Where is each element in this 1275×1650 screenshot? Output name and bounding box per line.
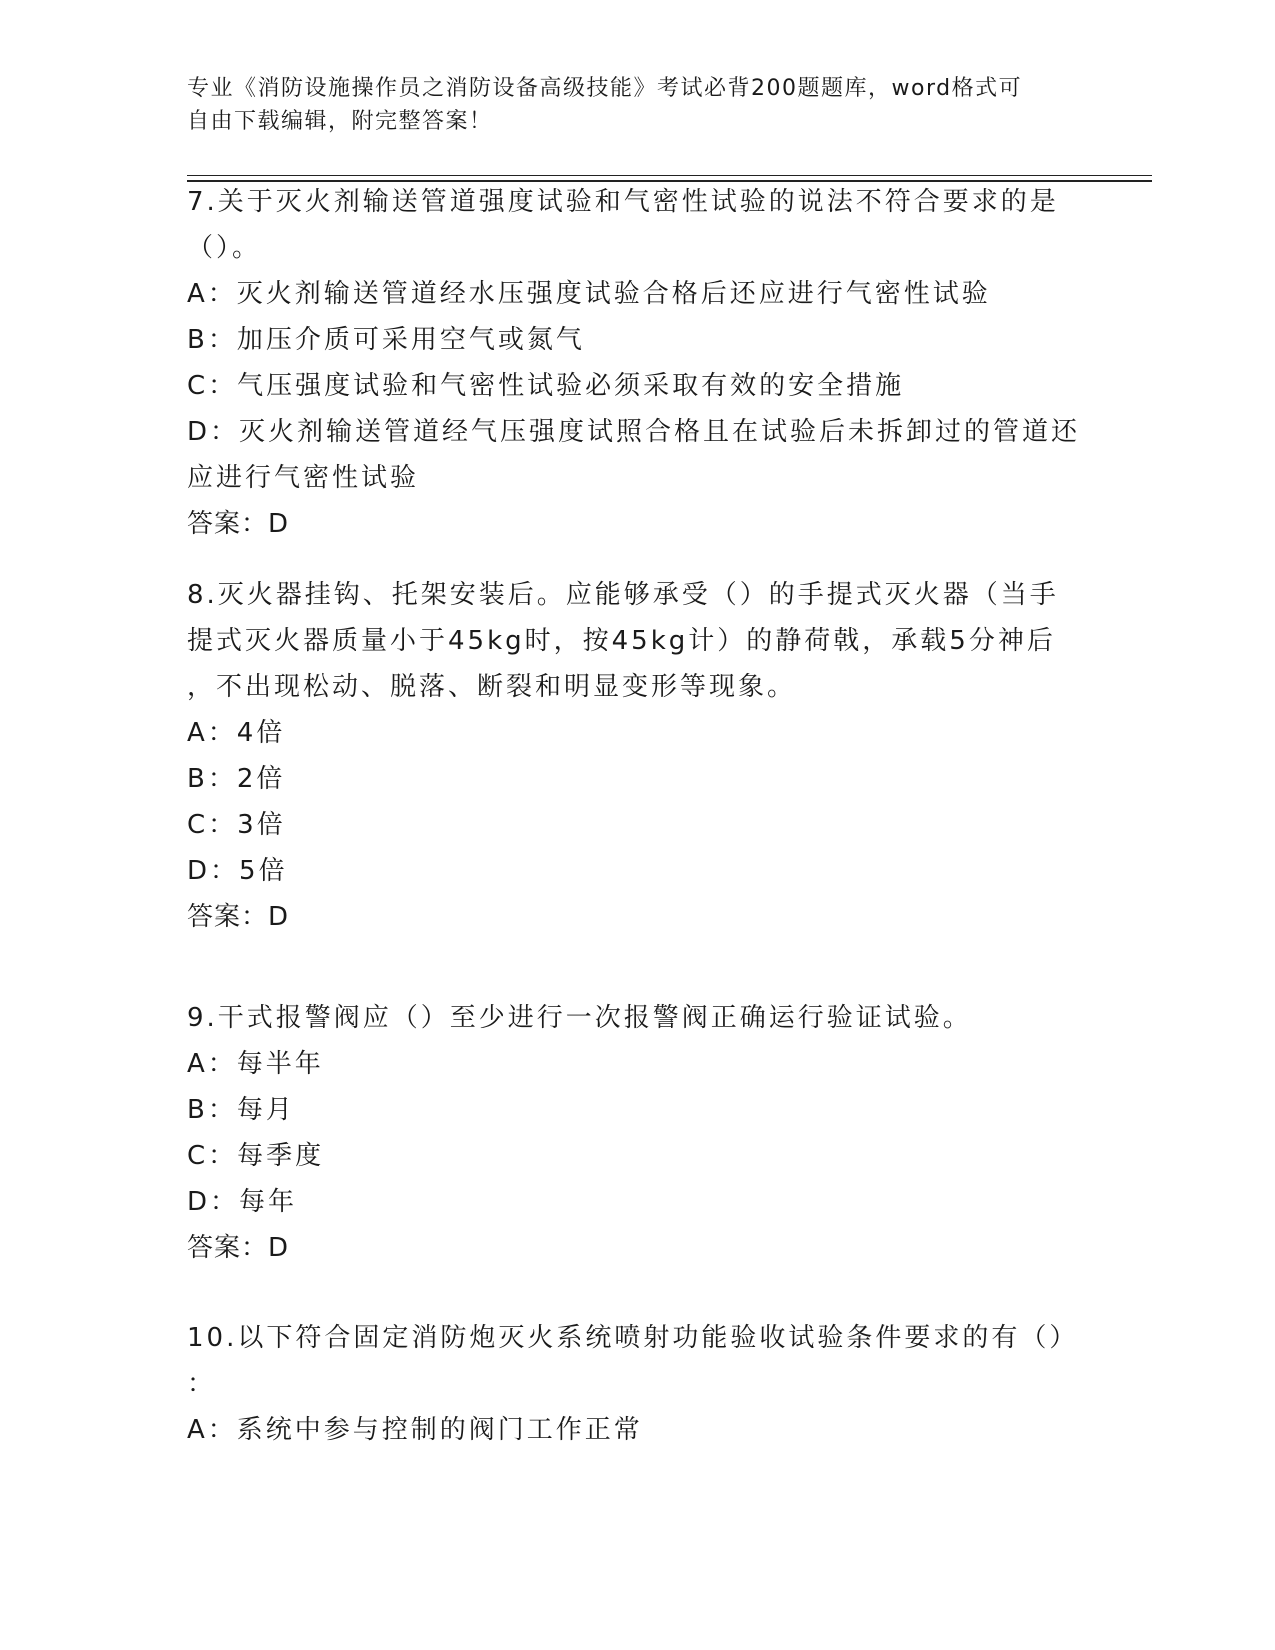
question-text-line: 提式灭火器质量小于45kg时，按45kg计）的静荷戟，承载5分神后 [187, 626, 1056, 656]
option-d: D：灭火剂输送管道经气压强度试照合格且在试验后未拆卸过的管道还 [187, 417, 1081, 447]
option-a: A：4倍 [187, 718, 286, 748]
answer: 答案：D [187, 902, 290, 932]
answer: 答案：D [187, 509, 290, 539]
header-divider-thin [187, 175, 1152, 176]
question-text-line: 9.干式报警阀应（）至少进行一次报警阀正确运行验证试验。 [187, 1003, 972, 1033]
document-header [187, 72, 1067, 138]
option-b: B：加压介质可采用空气或氮气 [187, 325, 585, 355]
option-c: C：3倍 [187, 810, 286, 840]
option-c: C：气压强度试验和气密性试验必须采取有效的安全措施 [187, 371, 905, 401]
option-b: B：每月 [187, 1095, 295, 1125]
option-d: D：5倍 [187, 856, 288, 886]
question-text-line: 10.以下符合固定消防炮灭火系统喷射功能验收试验条件要求的有（） [187, 1323, 1079, 1353]
option-a: A：灭火剂输送管道经水压强度试验合格后还应进行气密性试验 [187, 279, 991, 309]
question-text-line: ，不出现松动、脱落、断裂和明显变形等现象。 [187, 672, 797, 702]
question-text-line: ： [187, 1369, 217, 1399]
option-d-continued: 应进行气密性试验 [187, 463, 420, 493]
header-line-1: 专业《消防设施操作员之消防设备高级技能》考试必背200题题库，word格式可 [187, 76, 1023, 101]
question-10 [187, 1315, 1087, 1453]
option-a: A：系统中参与控制的阀门工作正常 [187, 1415, 643, 1445]
option-a: A：每半年 [187, 1049, 324, 1079]
option-b: B：2倍 [187, 764, 286, 794]
question-7 [187, 179, 1087, 547]
answer: 答案：D [187, 1233, 290, 1263]
question-8 [187, 572, 1087, 940]
question-9 [187, 995, 1087, 1271]
header-line-2: 自由下载编辑，附完整答案！ [187, 109, 493, 134]
question-text-line: （）。 [187, 233, 262, 263]
option-d: D：每年 [187, 1187, 298, 1217]
option-c: C：每季度 [187, 1141, 325, 1171]
question-text-line: 8.灭火器挂钩、托架安装后。应能够承受（）的手提式灭火器（当手 [187, 580, 1059, 610]
question-text-line: 7.关于灭火剂输送管道强度试验和气密性试验的说法不符合要求的是 [187, 187, 1059, 217]
